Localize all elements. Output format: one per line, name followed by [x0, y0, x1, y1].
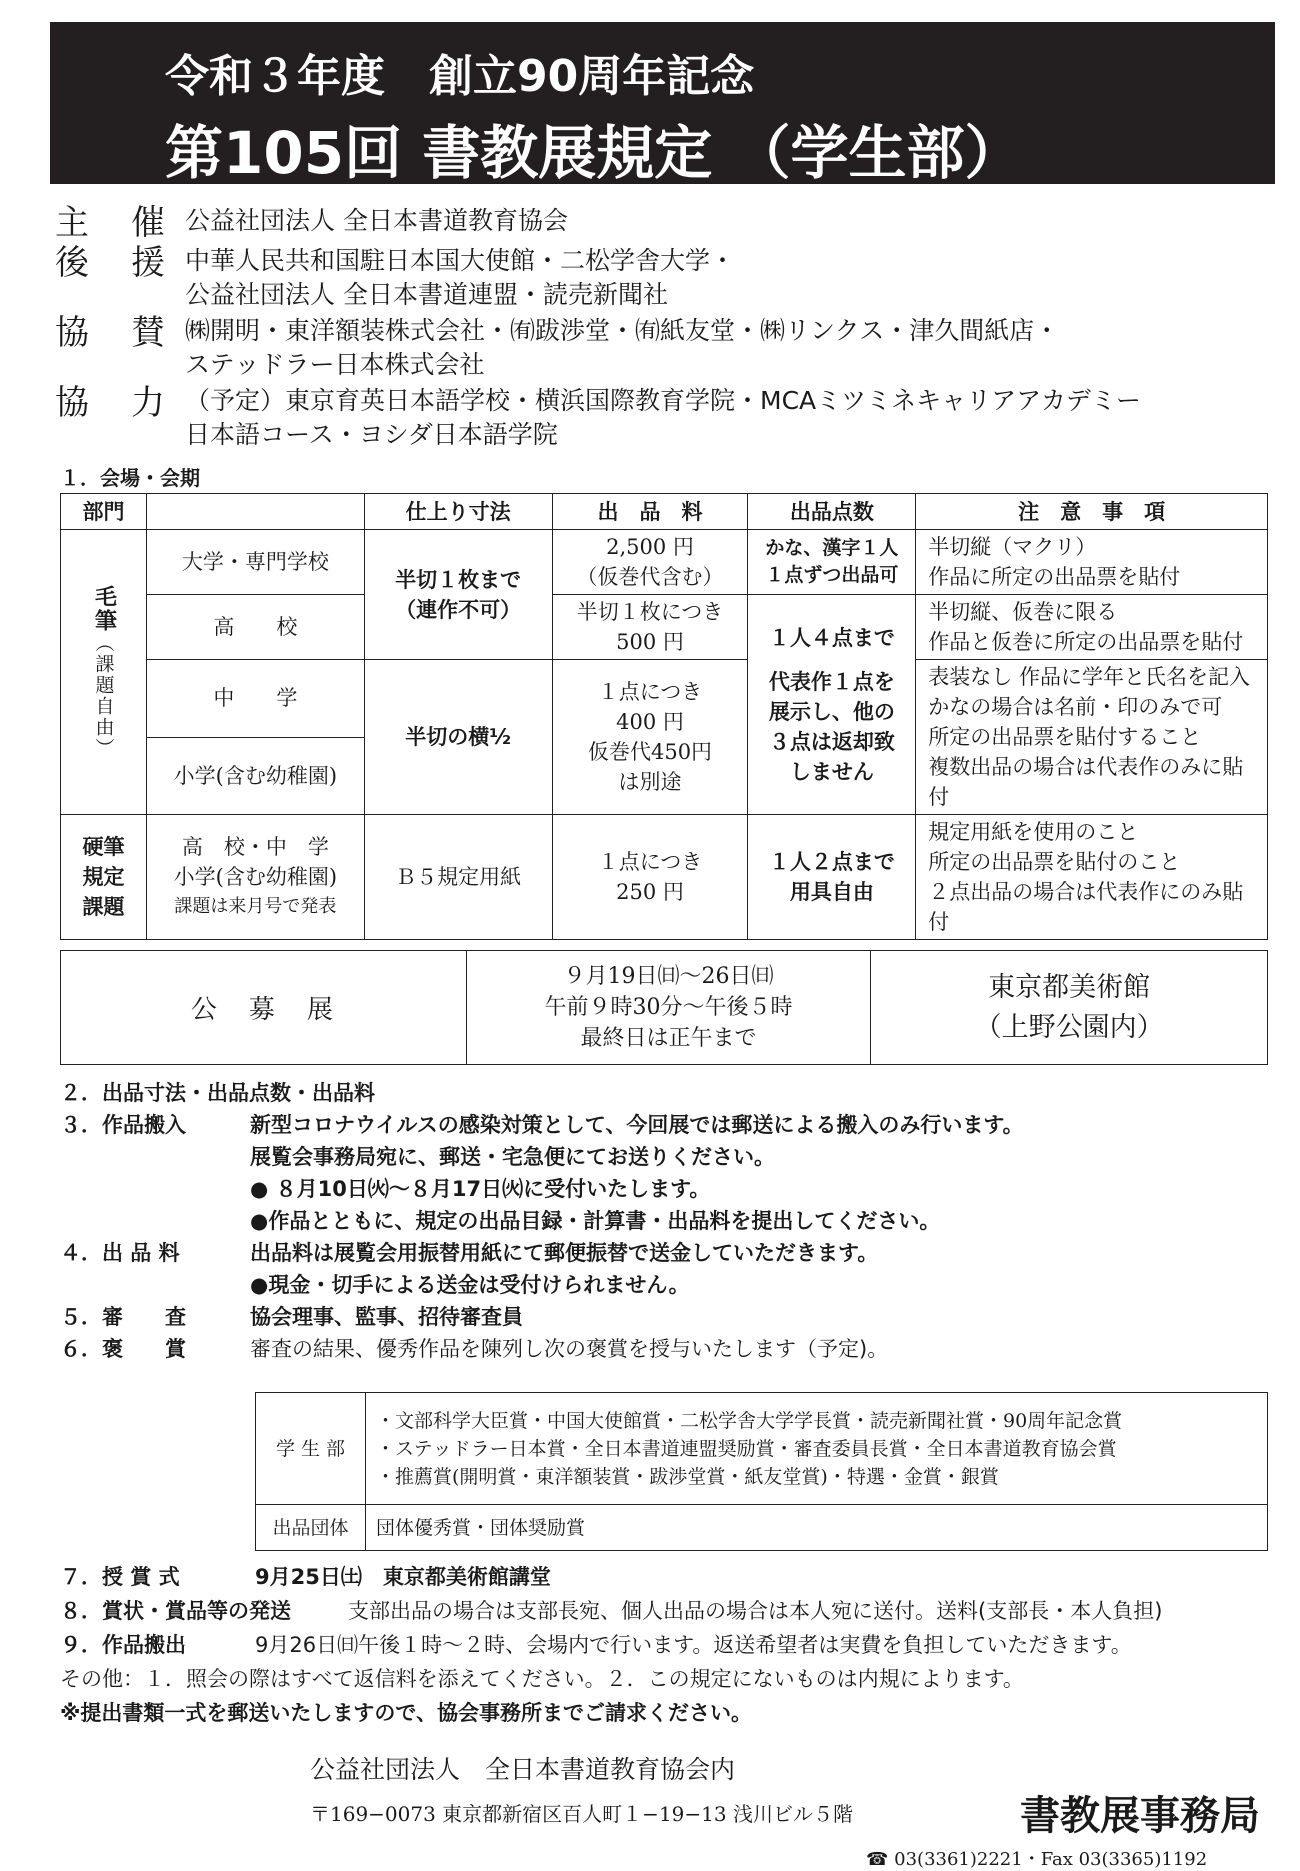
count-line: １点ずつ出品可 — [765, 564, 899, 586]
rule-item-6 — [60, 1333, 1290, 1365]
sponsor-line: 公益社団法人 全日本書道教育協会 — [185, 206, 568, 235]
rule-text: 9月26日㈰午後１時〜２時、会場内で行います。返送希望者は実費を負担していただきます。 — [255, 1633, 1132, 1657]
rule-heading: ７．授 賞 式 — [60, 1565, 180, 1589]
footer-office: 書教展事務局 — [1020, 1793, 1260, 1839]
pen-label-line: 硬筆 — [82, 835, 125, 859]
rule-text: 9月25日㈯ 東京都美術館講堂 — [255, 1565, 551, 1589]
sponsor-label: 協 賛 — [55, 313, 169, 353]
header-blank — [146, 494, 364, 530]
rule-text: 展覧会事務局宛に、郵送・宅急便にてお送りください。 — [250, 1145, 775, 1169]
exhibition-venue-table — [60, 950, 1268, 1065]
rule-text: ●作品とともに、規定の出品目録・計算書・出品料を提出してください。 — [250, 1209, 941, 1233]
count-line: 用具自由 — [789, 880, 874, 904]
size-line: （連作不可） — [395, 597, 522, 622]
pen-count — [748, 815, 916, 940]
rule-item-3 — [60, 1109, 1290, 1141]
division-middle-school: 中 学 — [146, 660, 364, 738]
rule-text: 新型コロナウイルスの感染対策として、今回展では郵送による搬入のみ行います。 — [250, 1113, 1024, 1137]
sponsor-line: 中華人民共和国駐日本国大使館・二松学舎大学・ — [185, 246, 736, 275]
header-division: 部門 — [61, 494, 147, 530]
footer-org: 公益社団法人 全日本書道教育協会内 — [310, 1755, 736, 1784]
award-line: ・文部科学大臣賞・中国大使館賞・二松学舎大学学長賞・読売新聞社賞・90周年記念賞 — [376, 1409, 1123, 1432]
sponsor-line: ㈱開明・東洋額装株式会社・㈲跋渉堂・㈲紙友堂・㈱リンクス・津久間紙店・ — [185, 316, 1060, 345]
rule-text: 審査の結果、優秀作品を陳列し次の褒賞を授与いたします（予定)。 — [250, 1337, 889, 1361]
count-line: ３点は返却致 — [768, 729, 895, 754]
rule-item-2 — [60, 1077, 1290, 1109]
count-line: しません — [789, 759, 874, 784]
rule-heading: ６．褒 賞 — [60, 1337, 186, 1361]
brush-division-cell — [61, 530, 147, 815]
sponsor-support — [55, 244, 1295, 312]
pen-grade-line: 小学(含む幼稚園) — [173, 865, 338, 889]
pen-size: Ｂ５規定用紙 — [364, 815, 552, 940]
note-high-school — [916, 595, 1268, 660]
rule-text: 協会理事、監事、招待審査員 — [250, 1305, 523, 1329]
note-line: 作品に所定の出品票を貼付 — [928, 565, 1181, 589]
fee-line: 仮巻代450円 — [587, 740, 713, 764]
section-title-venue: １．会場・会期 — [60, 466, 200, 490]
sponsor-label: 後 援 — [55, 243, 169, 283]
fee-middle-elem — [552, 660, 748, 815]
brush-label: 毛筆 — [91, 585, 117, 633]
note-line: 規定用紙を使用のこと — [928, 820, 1139, 844]
note-line: 複数出品の場合は代表作のみに貼付 — [928, 755, 1244, 809]
note-line: 所定の出品票を貼付すること — [928, 725, 1202, 749]
entry-rules-table — [60, 493, 1268, 940]
pen-grade-line: 高 校・中 学 — [181, 835, 329, 859]
award-group-list: 団体優秀賞・団体奨励賞 — [366, 1505, 1268, 1551]
award-student-list — [366, 1393, 1268, 1505]
rule-heading: ３．作品搬入 — [60, 1113, 186, 1137]
fee-line: は別途 — [618, 770, 682, 794]
count-line: １人４点まで — [768, 625, 895, 650]
sponsor-line: （予定）東京育英日本語学校・横浜国際教育学院・MCAミツミネキャリアアカデミー — [185, 386, 1141, 415]
title-banner — [50, 22, 1275, 187]
sponsor-label: 主 催 — [55, 203, 169, 243]
rule-text: 出品料は展覧会用振替用紙にて郵便振替で送金していただきます。 — [250, 1241, 879, 1265]
fee-line: 半切１枚につき — [576, 600, 724, 624]
count-line: 代表作１点を — [768, 669, 895, 694]
pen-grade-line: 課題は来月号で発表 — [174, 896, 337, 917]
table-row — [61, 815, 1268, 940]
size-line: 半切１枚まで — [395, 567, 522, 592]
pen-division-cell — [61, 815, 147, 940]
note-middle-elem — [916, 660, 1268, 815]
rules-list-2 — [60, 1560, 1295, 1730]
pen-label-line: 課題 — [82, 895, 125, 919]
rules-list — [60, 1077, 1290, 1365]
table-row — [256, 1393, 1268, 1505]
table-row — [61, 951, 1268, 1065]
place-line: 東京都美術館 — [988, 971, 1151, 1003]
pen-fee — [552, 815, 748, 940]
fee-line: １点につき — [597, 680, 703, 704]
rule-item-9 — [60, 1628, 1295, 1662]
fee-line: 250 円 — [616, 880, 684, 904]
award-student-label: 学 生 部 — [256, 1393, 366, 1505]
note-line: 所定の出品票を貼付のこと — [928, 850, 1181, 874]
sponsor-line: ステッドラー日本株式会社 — [185, 350, 485, 379]
header-count: 出品点数 — [748, 494, 916, 530]
size-hansetsu — [364, 530, 552, 660]
note-line: 半切縦（マクリ） — [928, 535, 1097, 559]
division-high-school: 高 校 — [146, 595, 364, 660]
sponsor-label: 協 力 — [55, 383, 169, 423]
fee-line: 400 円 — [616, 710, 684, 734]
count-line: 展示し、他の — [768, 699, 895, 724]
banner-line-1: 令和３年度 創立90周年記念 — [165, 51, 755, 102]
rule-heading: ５．審 査 — [60, 1305, 186, 1329]
award-line: ・ステッドラー日本賞・全日本書道連盟奨励賞・審査委員長賞・全日本書道教育協会賞 — [376, 1437, 1117, 1460]
note-line: 半切縦、仮巻に限る — [928, 600, 1118, 624]
header-size: 仕上り寸法 — [364, 494, 552, 530]
rule-heading: ９．作品搬出 — [60, 1633, 186, 1657]
division-university: 大学・専門学校 — [146, 530, 364, 595]
pen-grades — [146, 815, 364, 940]
exhibition-dates — [466, 951, 871, 1065]
pen-note — [916, 815, 1268, 940]
awards-table — [255, 1392, 1268, 1551]
note-line: かなの場合は名前・印のみで可 — [928, 695, 1223, 719]
note-line: 作品と仮巻に所定の出品票を貼付 — [928, 630, 1244, 654]
rule-text: 支部出品の場合は支部長宛、個人出品の場合は本人宛に送付。送料(支部長・本人負担) — [348, 1599, 1163, 1623]
brush-sub-label: （課題自由） — [92, 633, 115, 759]
rule-item-4 — [60, 1237, 1290, 1269]
footer-address: 〒169−0073 東京都新宿区百人町１−19−13 浅川ビル５階 — [310, 1802, 853, 1826]
table-row — [61, 595, 1268, 660]
sponsor-list — [55, 204, 1295, 452]
fee-line: （仮巻代含む） — [576, 565, 724, 589]
rule-heading: ２．出品寸法・出品点数・出品料 — [60, 1081, 375, 1105]
other-notes: その他：１．照会の際はすべて返信料を添えてください。２．この規定にないものは内規によります。 — [60, 1667, 1024, 1691]
division-elementary: 小学(含む幼稚園) — [146, 737, 364, 815]
rule-heading: ８．賞状・賞品等の発送 — [60, 1599, 291, 1623]
note-line: 表装なし 作品に学年と氏名を記入 — [928, 665, 1250, 689]
fee-university — [552, 530, 748, 595]
header-notes: 注 意 事 項 — [916, 494, 1268, 530]
fee-line: 500 円 — [616, 630, 684, 654]
rule-item-5 — [60, 1301, 1290, 1333]
award-group-label: 出品団体 — [256, 1505, 366, 1551]
award-line: ・推薦賞(開明賞・東洋額装賞・跋渉堂賞・紙友堂賞)・特選・金賞・銀賞 — [376, 1465, 999, 1488]
rule-item-8 — [60, 1594, 1295, 1628]
date-line: 午前９時30分〜午後５時 — [544, 995, 793, 1020]
table-header-row — [61, 494, 1268, 530]
fee-high-school — [552, 595, 748, 660]
rule-item-7 — [60, 1560, 1295, 1594]
header-fee: 出 品 料 — [552, 494, 748, 530]
exhibition-label: 公 募 展 — [61, 951, 467, 1065]
count-school — [748, 595, 916, 815]
count-line: １人２点まで — [768, 850, 895, 874]
request-note: ※提出書類一式を郵送いたしますので、協会事務所までご請求ください。 — [60, 1701, 752, 1725]
date-line: ９月19日㈰〜26日㈰ — [563, 964, 774, 989]
rule-heading: ４．出 品 料 — [60, 1241, 180, 1265]
table-row — [256, 1505, 1268, 1551]
table-row — [61, 530, 1268, 595]
count-line: かな、漢字１人 — [765, 537, 899, 559]
exhibition-place — [871, 951, 1268, 1065]
sponsor-host — [55, 204, 1295, 242]
note-university — [916, 530, 1268, 595]
sponsor-cooperation — [55, 384, 1295, 452]
count-university — [748, 530, 916, 595]
note-line: ２点出品の場合は代表作にのみ貼付 — [928, 880, 1244, 934]
fee-line: １点につき — [597, 850, 703, 874]
fee-line: 2,500 円 — [606, 535, 694, 559]
sponsor-cosponsor — [55, 314, 1295, 382]
sponsor-line: 公益社団法人 全日本書道連盟・読売新聞社 — [185, 280, 668, 309]
rule-text: ● ８月10日㈫〜８月17日㈫に受付いたします。 — [250, 1177, 711, 1201]
size-hansetsu-yoko: 半切の横½ — [364, 660, 552, 815]
footer-phone: ☎ 03(3361)2221・Fax 03(3365)1192 — [866, 1849, 1208, 1870]
banner-line-2: 第105回 書教展規定 （学生部） — [165, 119, 1023, 187]
sponsor-line: 日本語コース・ヨシダ日本語学院 — [185, 420, 558, 449]
table-row — [61, 660, 1268, 738]
rule-text: ●現金・切手による送金は受付けられません。 — [250, 1273, 690, 1297]
date-line: 最終日は正午まで — [580, 1026, 757, 1051]
place-line: （上野公園内） — [974, 1011, 1164, 1043]
pen-label-line: 規定 — [82, 865, 125, 889]
